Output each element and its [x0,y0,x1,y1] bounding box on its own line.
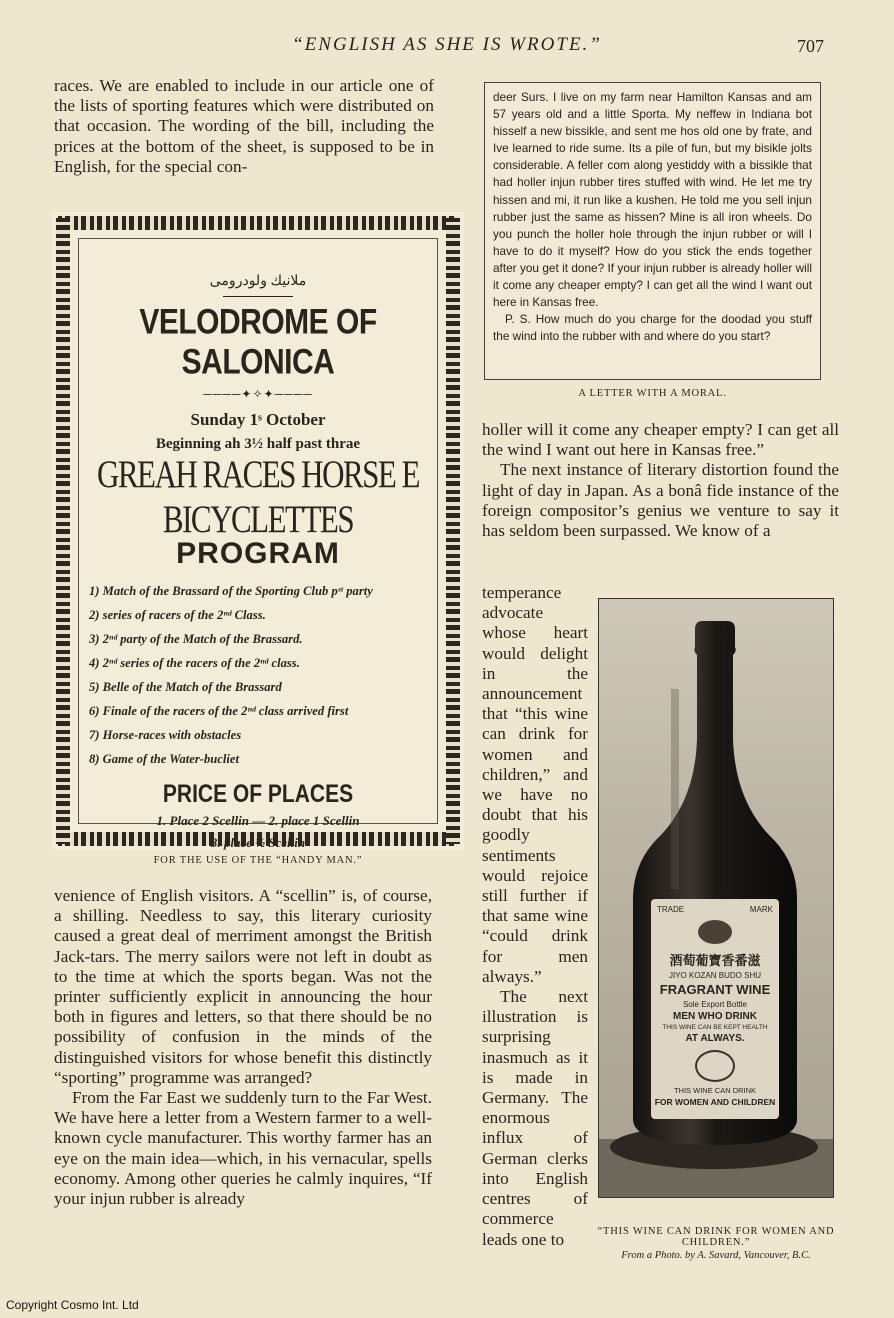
program-item: 6) Finale of the racers of the 2ⁿᵈ class arrived first [89,704,349,718]
poster-program-heading: PROGRAM [176,537,340,570]
farmer-letter [484,82,821,380]
wine-bottle-illustration [599,599,833,1197]
left-column-top [54,76,434,177]
letter-caption: A LETTER WITH A MORAL. [578,388,727,399]
price-heading: PRICE OF PLACES [162,780,354,809]
copyright-watermark: Copyright Cosmo Int. Ltd [6,1298,139,1312]
wine-bottle-photo [598,598,834,1198]
program-item: 1) Match of the Brassard of the Sporting Club pˢᵗ party [89,584,373,598]
poster-content [78,238,438,850]
program-item: 5) Belle of the Match of the Brassard [89,680,282,694]
poster-caption: FOR THE USE OF THE “HANDY MAN.” [153,855,363,866]
label-men-who-drink: MEN WHO DRINK [673,1011,757,1022]
label-health: THIS WINE CAN BE KEPT HEALTH [662,1024,768,1031]
body-paragraph: races. We are enabled to include in our article one of the lists of sporting features which were distributed on that occasion. The wording of the bill, including the prices at the bottom of the sheet, is supposed to be in English, for the special con- [54,76,434,176]
chain-border-right [446,218,460,844]
program-item: 7) Horse-races with obstacles [89,728,242,742]
program-item: 2) series of racers of the 2ⁿᵈ Class. [89,608,266,622]
poster-title: VELODROME OF SALONICA [139,302,377,382]
velodrome-poster [52,212,464,850]
chain-border-left [56,218,70,844]
left-column-bottom [54,886,432,1209]
letter-body: deer Surs. I live on my farm near Hamilton Kansas and am 57 years old and a little Sporta. My neffew in Indiana bot hisself a new bissikle, and sent me hos old one by frate, and Ive learned to ride sume. Its a pile of fun, but my bisikle jolts considerable. A feller com along yestiddy with a bissikle that had holler injun rubber tires stuffed with wind. He let me try hissen and mi, it run like a kushen. He told me you sell injun rubber just the same as hissen? Mine is all iron wheels. Do you punch the holler hole through the injun rubber or will I have to do it myself? How do you stick the ends together after you get it done? If your injun rubber is already holler will it come any cheaper empty? I can get all the wind I want out here in Kansas free. [493,90,812,310]
page-number: 707 [797,36,824,56]
poster-time: Beginning ah 3½ half past thrae [155,436,361,452]
poster-arabic-title: ملانيك ولودرومى [209,274,307,289]
label-wine-name: FRAGRANT WINE [659,982,771,997]
poster-ornament: ────✦✧✦──── [203,387,313,401]
price-line: 3. place ½ Scellin [210,835,306,850]
program-item: 3) 2ⁿᵈ party of the Match of the Brassard. [89,632,303,646]
photo-caption [592,1226,840,1261]
label-trade: TRADE [657,905,685,914]
right-column-narrow [482,583,588,1250]
price-line: 1. Place 2 Scellin — 2. place 1 Scellin [156,813,360,828]
chain-border-top [58,216,458,230]
body-paragraph: venience of English visitors. A “scellin” is, of course, a shilling. Needless to say, this literary curiosity caused a great deal of merriment amongst the British Jack-tars. The merry sailors were not left in doubt as to the time at which the sports began. Was not the printer sufficiently explicit in announcing the hour both in figures and letters, so that there should be no possibility of confusion in the minds of the distinguished visitors for whose benefit this distinctly “sporting” programme was arranged? [54,886,432,1087]
label-mark: MARK [749,905,773,914]
flower-emblem-icon [698,920,732,944]
poster-headline: GREAH RACES HORSE E BICYCLETTES [96,452,419,541]
bottle-label [651,899,779,1107]
seal-icon [695,1050,735,1082]
label-women-children: FOR WOMEN AND CHILDREN [654,1097,776,1107]
poster-rule [223,296,293,297]
label-sole-export: Sole Export Bottle [682,1000,748,1009]
right-column-top [482,420,839,541]
body-paragraph: The next instance of literary distortion found the light of day in Japan. As a bonâ fide instance of the foreign compositor’s genius we venture to say it has seldom been surpassed. We know of a [482,460,839,541]
body-paragraph: The next illustration is surprising inasmuch as it is made in Germany. The enormous influx of German clerks into English centres of commerce leads one to [482,987,588,1249]
body-paragraph: temperance advocate whose heart would delight in the announcement that “this wine can drink for women and children,” and we have no doubt that his goodly sentiments would rejoice still further if that same wine “could drink for men always.” [482,583,588,986]
body-paragraph: holler will it come any cheaper empty? I can get all the wind I want out here in Kansas free.” [482,420,839,460]
label-always: AT ALWAYS. [685,1033,745,1044]
photo-credit: From a Photo. by A. Savard, Vancouver, B.C. [621,1250,811,1261]
running-header: “ENGLISH AS SHE IS WROTE.” [292,34,602,55]
program-item: 8) Game of the Water-bucliet [89,752,239,766]
label-can-drink: THIS WINE CAN DRINK [673,1086,757,1095]
body-paragraph: From the Far East we suddenly turn to the Far West. We have here a letter from a Western farmer to a well-known cycle manufacturer. This worthy farmer has an eye on the main idea—which, in his vernacular, spells economy. Among other queries he calmly inquires, “If your injun rubber is already [54,1088,432,1209]
program-list [79,579,437,771]
poster-date: Sunday 1ˢ October [190,410,326,429]
label-romanized: JIYO KOZAN BUDO SHU [668,971,761,980]
program-item: 4) 2ⁿᵈ series of the racers of the 2ⁿᵈ class. [89,656,300,670]
label-chinese: 酒萄葡寶香番滋 [669,953,761,968]
letter-postscript: P. S. How much do you charge for the doodad you stuff the wind into the rubber with and where do you start? [493,312,812,344]
photo-caption-line: “THIS WINE CAN DRINK FOR WOMEN AND CHILDREN.” [597,1226,835,1248]
